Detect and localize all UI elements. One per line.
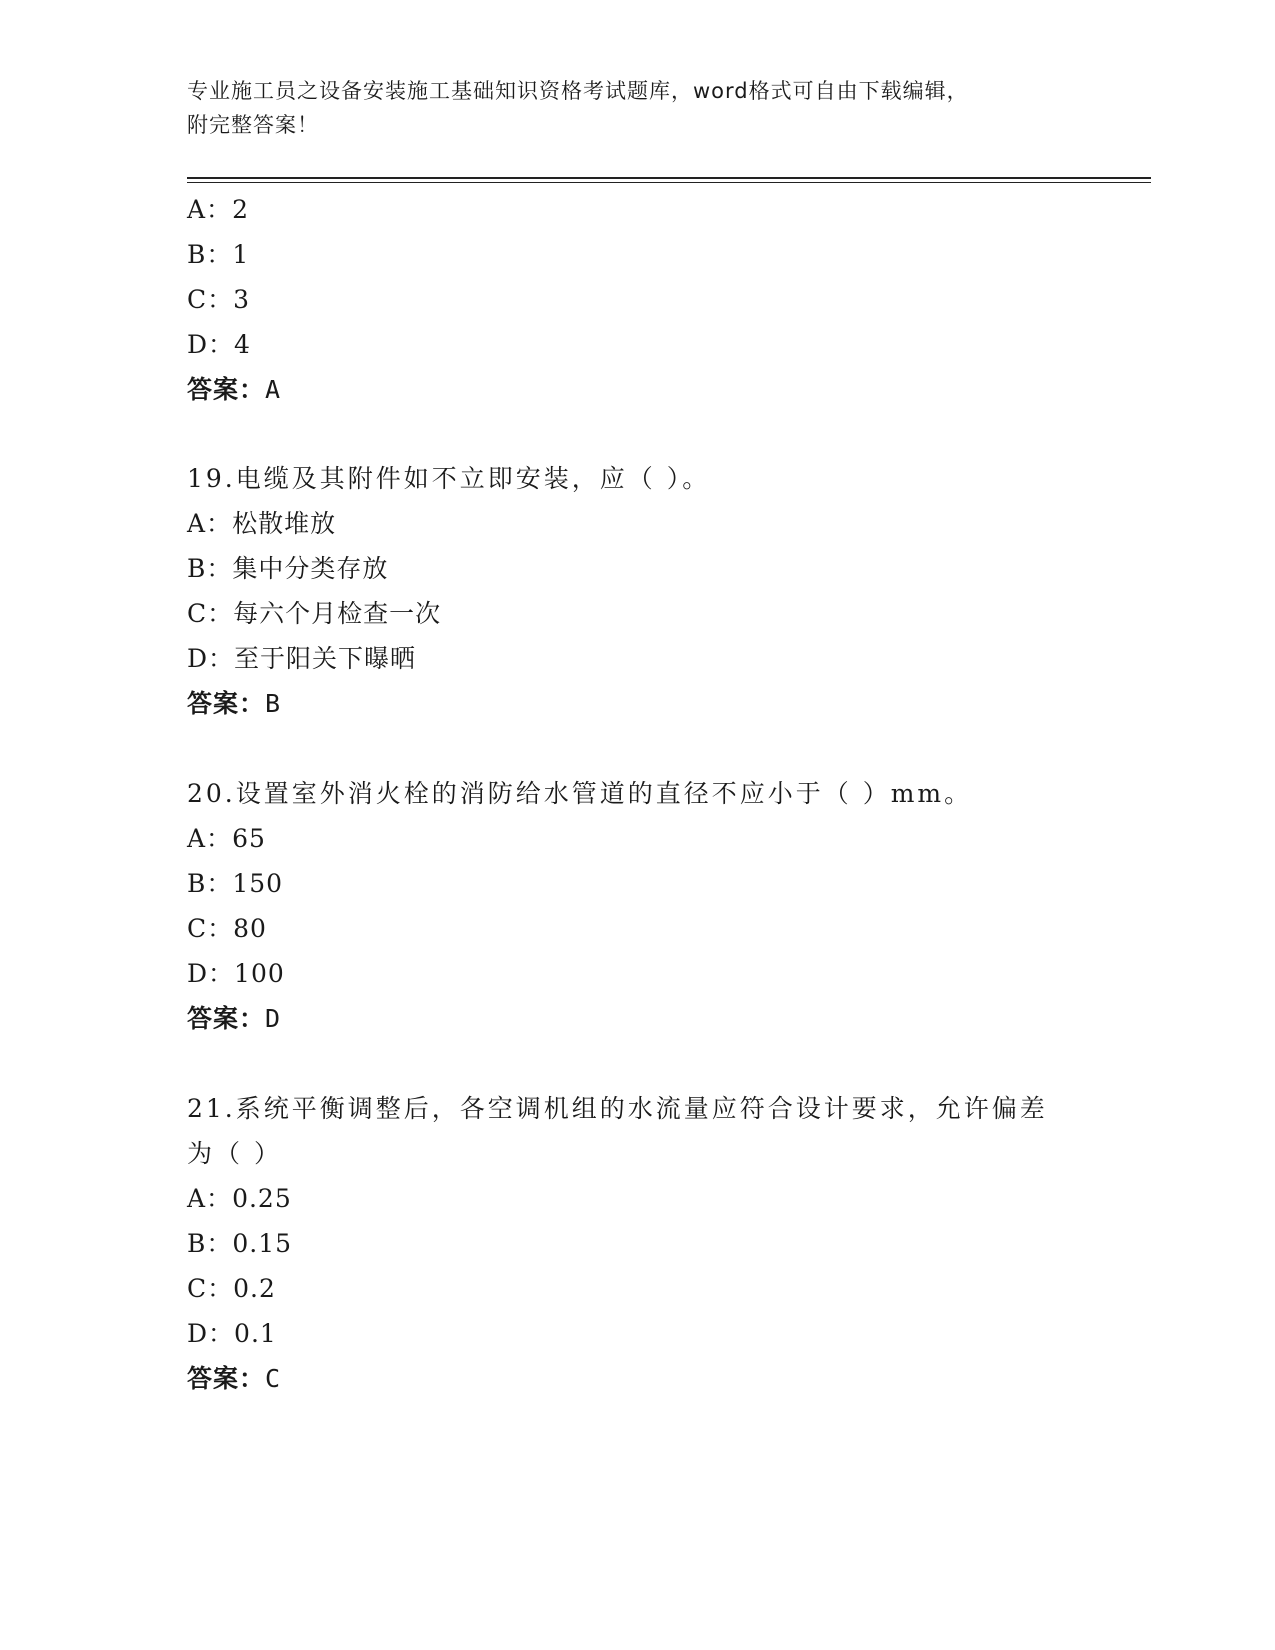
- header-line-1: 专业施工员之设备安装施工基础知识资格考试题库，word格式可自由下载编辑，: [187, 79, 969, 103]
- q21-option-d: D：0.1: [187, 1319, 277, 1348]
- prev-option-d: D：4: [187, 330, 251, 359]
- q19-answer: 答案：B: [187, 689, 283, 718]
- q20-option-a: A：65: [187, 824, 266, 853]
- question-21-text: 21.系统平衡调整后，各空调机组的水流量应符合设计要求，允许偏差: [187, 1094, 1048, 1123]
- header-line-2: 附完整答案！: [187, 113, 319, 137]
- q19-option-b: B：集中分类存放: [187, 554, 389, 583]
- prev-answer: 答案：A: [187, 375, 283, 404]
- question-20-text: 20.设置室外消火栓的消防给水管道的直径不应小于（ ）mm。: [187, 779, 973, 808]
- question-21-text-cont: 为（ ）: [187, 1139, 282, 1168]
- prev-option-b: B：1: [187, 240, 250, 269]
- q19-option-d: D：至于阳关下曝晒: [187, 644, 417, 673]
- q20-option-c: C：80: [187, 914, 267, 943]
- header-rule-thin: [187, 182, 1151, 183]
- prev-option-c: C：3: [187, 285, 251, 314]
- q20-answer: 答案：D: [187, 1004, 283, 1033]
- document-header: [187, 74, 1087, 142]
- header-rule-thick: [187, 177, 1151, 179]
- q20-option-b: B：150: [187, 869, 284, 898]
- q19-option-c: C：每六个月检查一次: [187, 599, 442, 628]
- q19-option-a: A：松散堆放: [187, 509, 337, 538]
- q21-answer: 答案：C: [187, 1364, 283, 1393]
- q21-option-c: C：0.2: [187, 1274, 276, 1303]
- prev-option-a: A：2: [187, 195, 249, 224]
- question-19-text: 19.电缆及其附件如不立即安装，应（ ）。: [187, 464, 711, 493]
- q20-option-d: D：100: [187, 959, 285, 988]
- q21-option-b: B：0.15: [187, 1229, 293, 1258]
- q21-option-a: A：0.25: [187, 1184, 292, 1213]
